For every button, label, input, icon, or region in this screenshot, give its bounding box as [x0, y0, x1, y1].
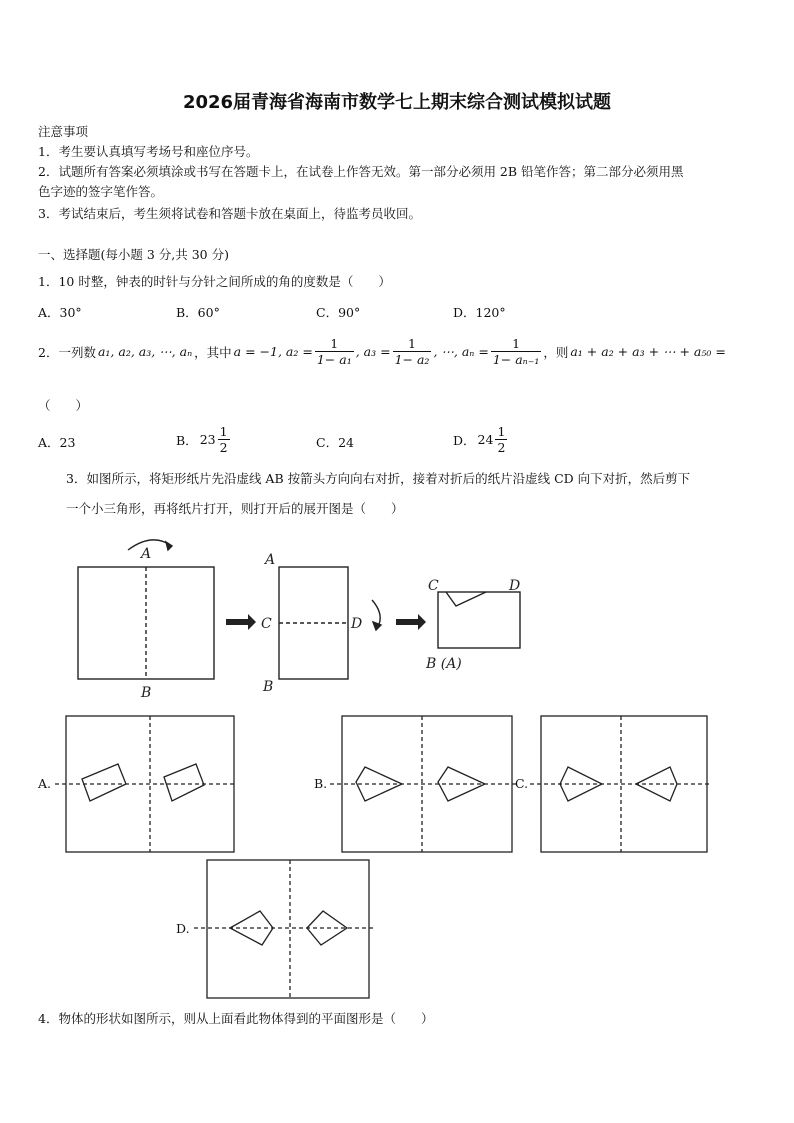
cut-triangle	[446, 592, 486, 606]
q2-a1: a = −1, a₂ =	[233, 344, 313, 359]
q1-option-b: B．60°	[176, 305, 220, 320]
notice-item-3: 3．考试结束后，考生须将试卷和答题卡放在桌面上，待监考员收回。	[38, 206, 421, 221]
q3-option-b-figure	[330, 712, 516, 854]
q1-option-a: A．30°	[38, 305, 82, 320]
q2-frac-3: $\frac{1}{\text{1− aₙ₋₁}}$	[492, 336, 540, 367]
q3-option-c-label: C.	[515, 776, 529, 791]
q2-stem	[38, 336, 726, 367]
q2-prefix: 2．一列数	[38, 344, 96, 360]
q2-mid: ，其中	[194, 344, 232, 360]
q2-option-a: A．23	[38, 435, 76, 450]
arrow-right-2	[396, 614, 426, 630]
label-b-2: B	[263, 679, 274, 695]
arrow-right-1	[226, 614, 256, 630]
q2-an: , ⋯, aₙ =	[433, 344, 489, 359]
q2-sum: a₁ + a₂ + a₃ + ⋯ + a₅₀ =	[570, 344, 726, 359]
q2-paren: （ ）	[38, 398, 89, 413]
q1-option-d: D．120°	[453, 305, 506, 320]
q3-option-d-label: D.	[176, 921, 190, 936]
q1-stem: 1．10 时整，钟表的时针与分针之间所成的角的度数是（ ）	[38, 274, 391, 289]
q3-option-a-figure	[55, 712, 235, 854]
q2-ask: ，则	[543, 344, 569, 360]
page-title: 2026届青海省海南市数学七上期末综合测试模拟试题	[182, 92, 612, 113]
q1-option-c: C．90°	[316, 305, 361, 320]
q2-option-d: D． 24 $\frac{1}{2}$	[453, 424, 506, 455]
q2-frac-2: $\frac{1}{\text{1− a₂}}$	[394, 336, 430, 367]
label-b-1: B	[141, 685, 152, 701]
label-a-2: A	[265, 552, 276, 568]
q3-stem-line-2: 一个小三角形，再将纸片打开，则打开后的展开图是（ ）	[66, 501, 404, 516]
q3-option-c-figure	[530, 712, 710, 854]
notice-heading: 注意事项	[38, 124, 89, 139]
q2-a3: , a₃ =	[355, 344, 391, 359]
q3-stem-line-1: 3．如图所示，将矩形纸片先沿虚线 AB 按箭头方向向右对折，接着对折后的纸片沿虚线 CD 向下对折，然后剪下	[66, 471, 691, 486]
q3-option-a-label: A.	[38, 776, 52, 791]
q2-sequence: a₁, a₂, a₃, ⋯, aₙ	[97, 344, 193, 359]
q3-option-d-figure	[194, 856, 374, 1000]
q2-frac-1: $\frac{1}{\text{1− a₁}}$	[316, 336, 352, 367]
q2-option-c: C．24	[316, 435, 354, 450]
label-ba-3: B (A)	[426, 656, 462, 672]
q4-stem: 4．物体的形状如图所示，则从上面看此物体得到的平面图形是（ ）	[38, 1011, 434, 1026]
section-heading: 一、选择题(每小题 3 分,共 30 分)	[38, 247, 229, 262]
label-c-3: C	[428, 578, 439, 594]
q2-option-b: B． 23 $\frac{1}{2}$	[176, 424, 228, 455]
label-a-1: A	[141, 546, 152, 562]
q3-option-b-label: B.	[314, 776, 328, 791]
notice-item-2-cont: 色字迹的签字笔作答。	[38, 184, 164, 199]
label-c-2: C	[261, 616, 272, 632]
q3-fold-diagram	[0, 530, 794, 710]
notice-item-2: 2．试题所有答案必须填涂或书写在答题卡上，在试卷上作答无效。第一部分必须用 2B 铅笔作答；第二部分必须用黑	[38, 164, 684, 179]
label-d-3: D	[509, 578, 521, 594]
paper-quarter	[438, 592, 520, 648]
label-d-2: D	[351, 616, 363, 632]
notice-item-1: 1．考生要认真填写考场号和座位序号。	[38, 144, 259, 159]
